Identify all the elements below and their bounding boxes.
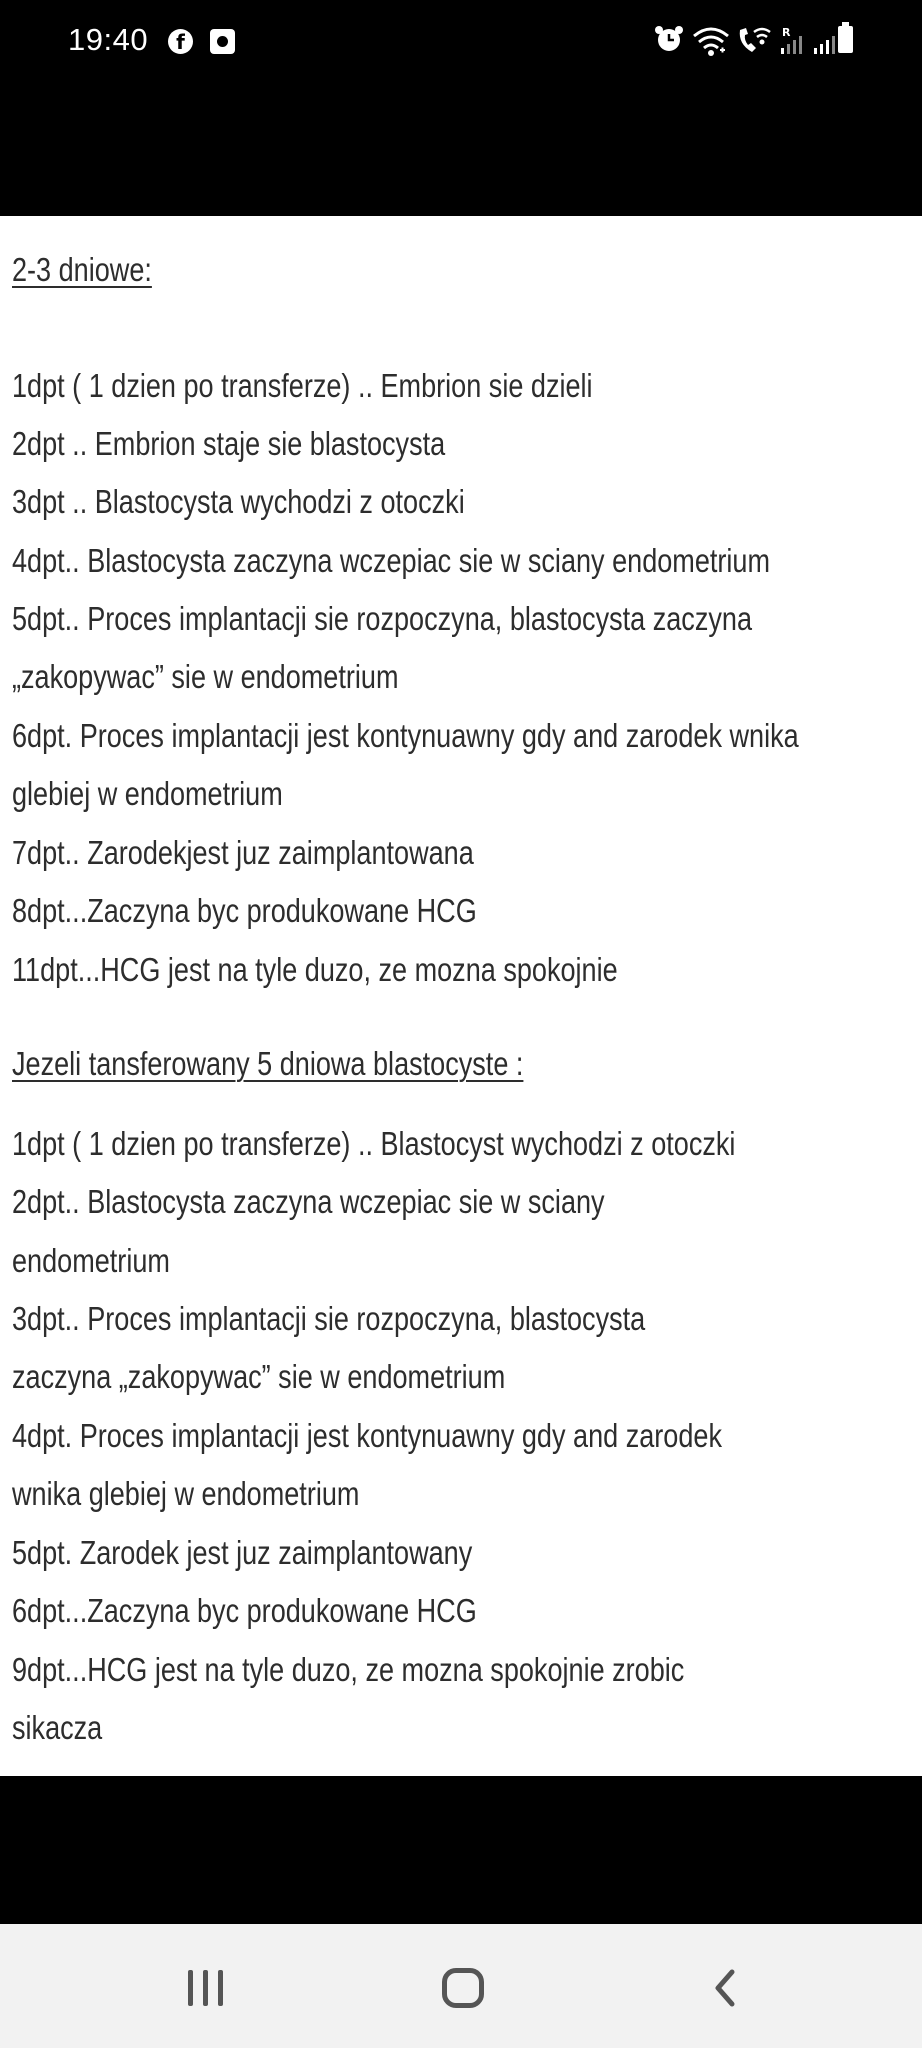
facebook-icon: f bbox=[168, 29, 193, 54]
image-content bbox=[0, 216, 922, 1776]
list-item: 9dpt...HCG jest na tyle duzo, ze mozna spokojnie zrobic bbox=[12, 1651, 685, 1688]
list-item: 6dpt. Proces implantacji jest kontynuawny gdy and zarodek wnika bbox=[12, 717, 799, 754]
list-item: endometrium bbox=[12, 1242, 170, 1279]
list-item: 7dpt.. Zarodekjest juz zaimplantowana bbox=[12, 834, 474, 871]
list-item: „zakopywac” sie w endometrium bbox=[12, 658, 399, 695]
recents-icon bbox=[188, 1970, 193, 2006]
status-bar bbox=[0, 0, 922, 82]
wifi-calling-icon bbox=[734, 24, 774, 58]
list-item: wnika glebiej w endometrium bbox=[12, 1475, 360, 1512]
list-item: 1dpt ( 1 dzien po transferze) .. Embrion sie dzieli bbox=[12, 367, 593, 404]
list-item: 6dpt...Zaczyna byc produkowane HCG bbox=[12, 1592, 477, 1629]
signal-roaming-icon bbox=[778, 24, 808, 58]
list-item: 2dpt .. Embrion staje sie blastocysta bbox=[12, 425, 446, 462]
list-item: 4dpt. Proces implantacji jest kontynuawny gdy and zarodek bbox=[12, 1417, 722, 1454]
list-item: 11dpt...HCG jest na tyle duzo, ze mozna spokojnie bbox=[12, 951, 618, 988]
wifi-icon bbox=[692, 24, 730, 58]
back-icon bbox=[718, 1972, 732, 2004]
heading-2-3-day: 2-3 dniowe: bbox=[12, 251, 152, 288]
list-item: 5dpt. Zarodek jest juz zaimplantowany bbox=[12, 1534, 473, 1571]
battery-icon bbox=[838, 26, 853, 53]
list-item: 1dpt ( 1 dzien po transferze) .. Blastocyst wychodzi z otoczki bbox=[12, 1125, 736, 1162]
navigation-bar bbox=[0, 1924, 922, 2048]
home-button[interactable] bbox=[442, 1968, 484, 2008]
roaming-label: R bbox=[782, 26, 791, 39]
alarm-icon bbox=[654, 24, 684, 54]
back-button[interactable] bbox=[710, 1968, 740, 2008]
signal-icon bbox=[812, 24, 838, 58]
gallery-icon bbox=[210, 29, 235, 54]
recents-button[interactable] bbox=[186, 1970, 226, 2006]
recents-icon bbox=[203, 1970, 208, 2006]
list-item: 8dpt...Zaczyna byc produkowane HCG bbox=[12, 892, 477, 929]
recents-icon bbox=[218, 1970, 223, 2006]
list-item: 5dpt.. Proces implantacji sie rozpoczyna, blastocysta zaczyna bbox=[12, 600, 752, 637]
list-item: sikacza bbox=[12, 1709, 103, 1746]
list-item: 3dpt.. Proces implantacji sie rozpoczyna, blastocysta bbox=[12, 1300, 646, 1337]
list-item: 3dpt .. Blastocysta wychodzi z otoczki bbox=[12, 483, 465, 520]
status-time: 19:40 bbox=[68, 22, 149, 57]
list-item: 4dpt.. Blastocysta zaczyna wczepiac sie w sciany endometrium bbox=[12, 542, 771, 579]
list-item: glebiej w endometrium bbox=[12, 775, 283, 812]
list-item: 2dpt.. Blastocysta zaczyna wczepiac sie w sciany bbox=[12, 1183, 605, 1220]
list-item: zaczyna „zakopywac” sie w endometrium bbox=[12, 1358, 506, 1395]
heading-5-day: Jezeli tansferowany 5 dniowa blastocyste : bbox=[12, 1045, 524, 1082]
